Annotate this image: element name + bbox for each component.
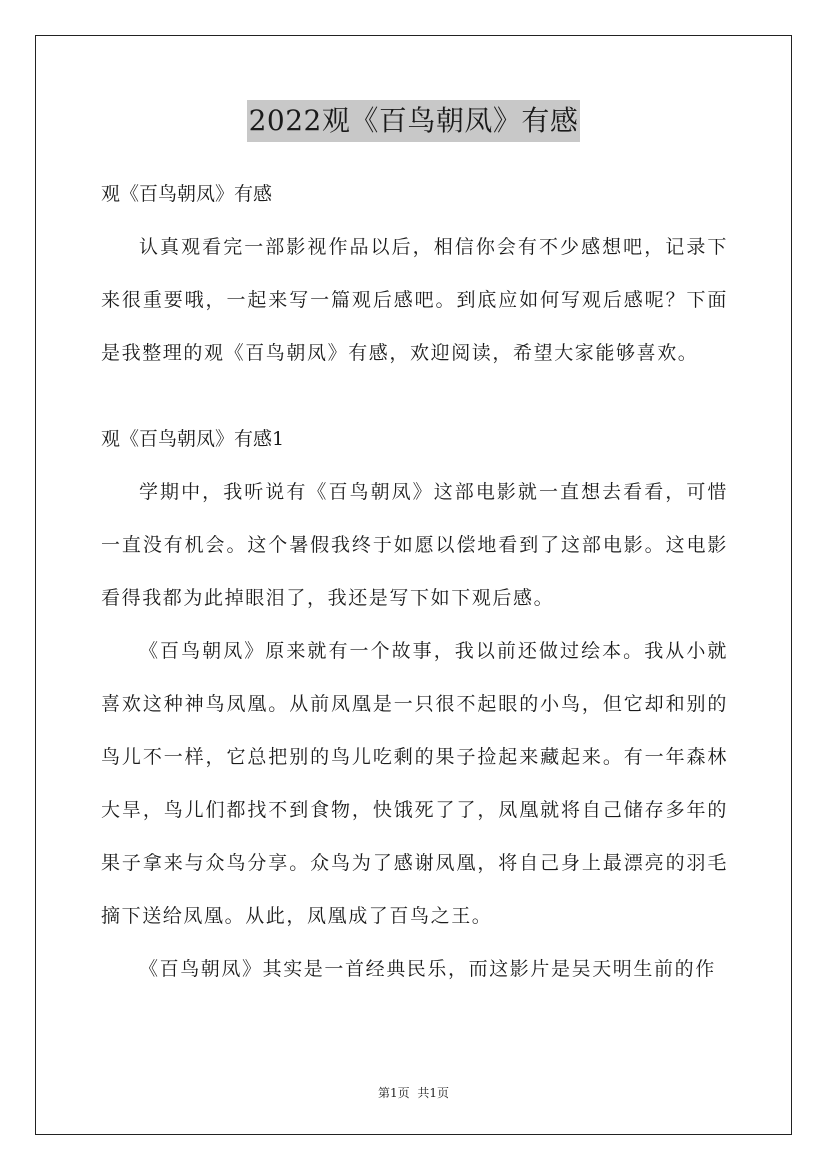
page-footer — [0, 1084, 827, 1101]
body-paragraph: 《百鸟朝凤》其实是一首经典民乐，而这影片是吴天明生前的作 — [139, 958, 716, 980]
page-total: 共1页 — [417, 1086, 450, 1100]
title-container — [0, 100, 827, 142]
intro-heading: 观《百鸟朝凤》有感 — [101, 183, 273, 205]
intro-paragraph: 认真观看完一部影视作品以后，相信你会有不少感想吧，记录下来很重要哦，一起来写一篇观后感吧。到底应如何写观后感呢？下面是我整理的观《百鸟朝凤》有感，欢迎阅读，希望大家能够喜欢。 — [101, 236, 728, 364]
page-number: 第1页 — [377, 1086, 410, 1100]
body-paragraph: 《百鸟朝凤》原来就有一个故事，我以前还做过绘本。我从小就喜欢这种神鸟凤凰。从前凤凰是一只很不起眼的小鸟，但它却和别的鸟儿不一样，它总把别的鸟儿吃剩的果子捡起来藏起来。有一年森林大旱，鸟儿们都找不到食物，快饿死了了，凤凰就将自己储存多年的果子拿来与众鸟分享。众鸟为了感谢凤凰，将自己身上最漂亮的羽毛摘下送给凤凰。从此，凤凰成了百鸟之王。 — [101, 640, 728, 927]
document-body — [101, 175, 728, 996]
body-paragraph: 学期中，我听说有《百鸟朝凤》这部电影就一直想去看看，可惜一直没有机会。这个暑假我终于如愿以偿地看到了这部电影。这电影看得我都为此掉眼泪了，我还是写下如下观后感。 — [101, 481, 728, 609]
document-title: 2022观《百鸟朝凤》有感 — [247, 100, 581, 142]
section-heading-1: 观《百鸟朝凤》有感1 — [101, 428, 285, 450]
